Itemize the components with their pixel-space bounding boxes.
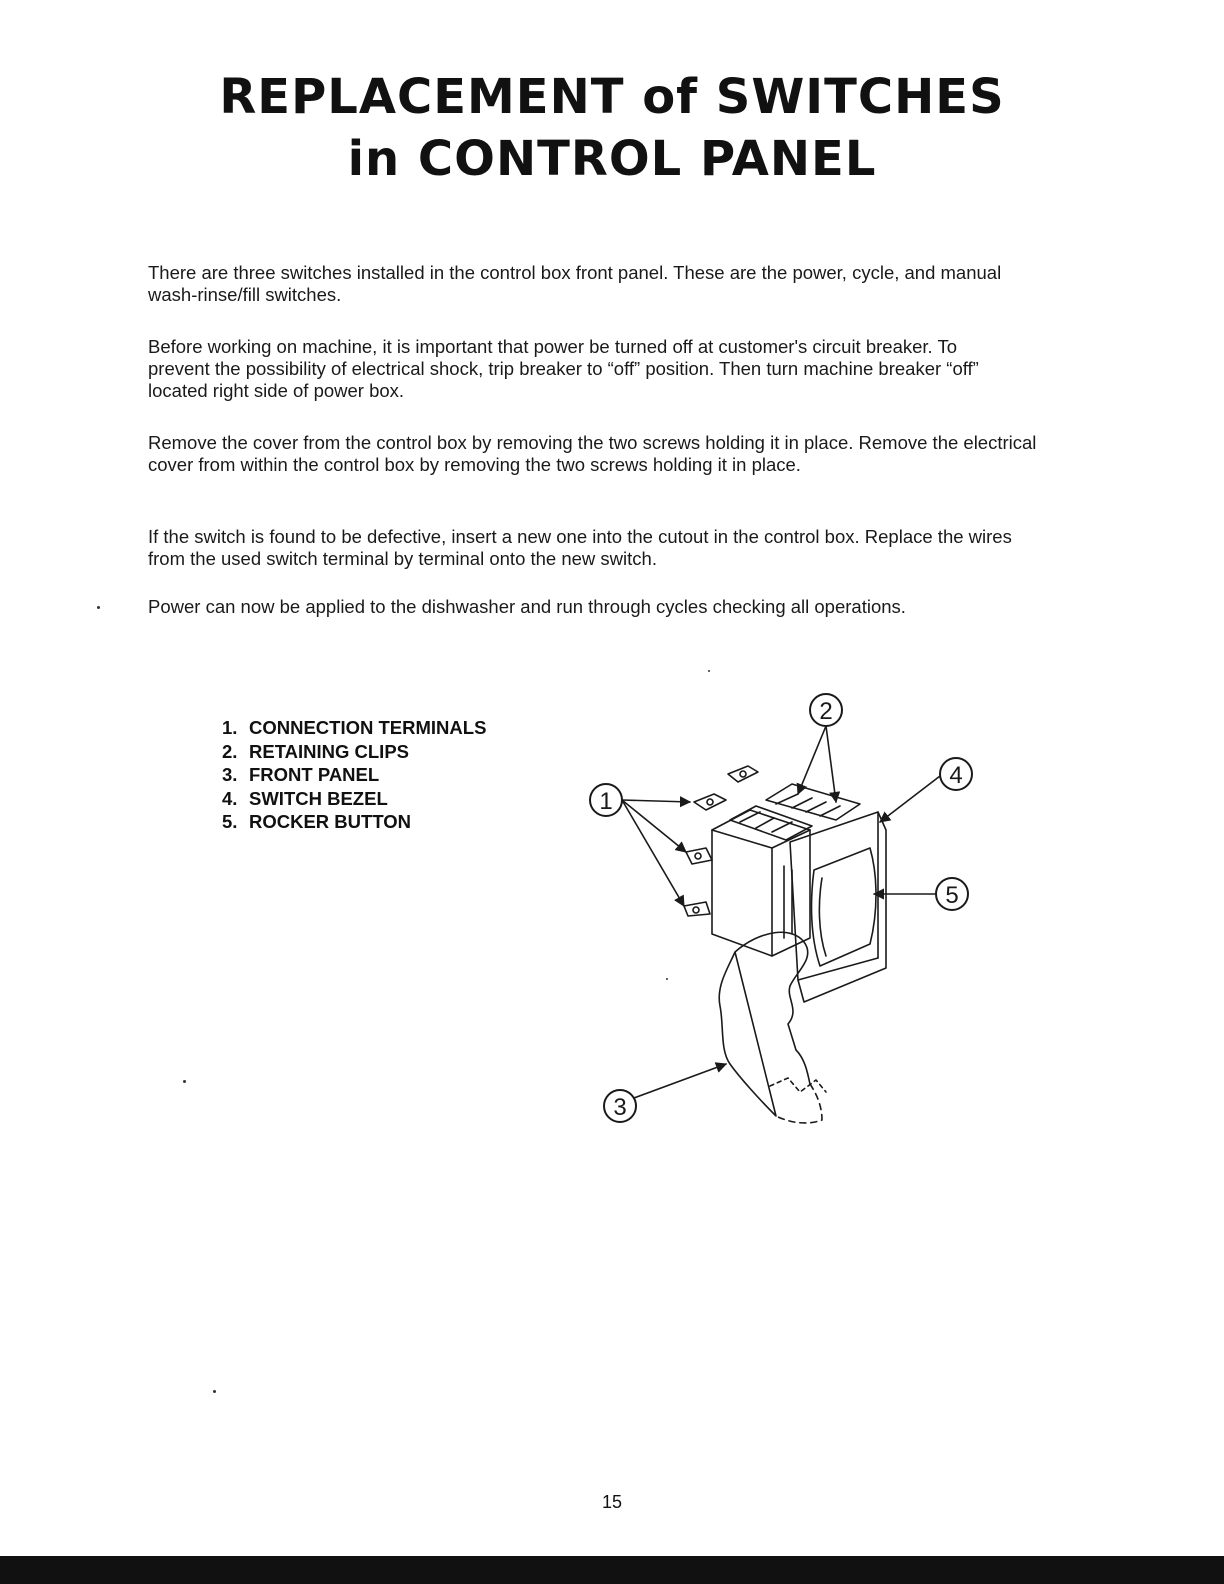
parts-legend [222, 716, 542, 834]
callout-2-arrow [826, 726, 836, 802]
scan-speck [666, 978, 668, 980]
page-number: 15 [601, 1492, 623, 1512]
callout-3-number: 3 [613, 1094, 627, 1121]
switch-bezel [790, 812, 886, 1002]
legend-number: 4. [222, 787, 238, 809]
front-panel-break [770, 1078, 826, 1092]
paragraph-defective-switch: If the switch is found to be defective, insert a new one into the cutout in the control box. Replace the wires from the used switch terminal by terminal onto the new switch. [148, 526, 1012, 569]
connection-terminal [684, 902, 710, 916]
callout-1-arrow [622, 800, 686, 852]
legend-label: SWITCH BEZEL [249, 787, 388, 809]
legend-label: FRONT PANEL [249, 764, 380, 785]
switch-body-top [712, 830, 810, 848]
title-line-2: in CONTROL PANEL [347, 131, 877, 187]
callout-1-number: 1 [599, 788, 613, 815]
switch-diagram [560, 680, 1020, 1140]
legend-number: 3. [222, 764, 238, 785]
callout-2-arrow [798, 726, 826, 794]
callout-4 [940, 758, 972, 790]
title-line-1: REPLACEMENT of SWITCHES [219, 69, 1005, 125]
paragraph-power-off: Before working on machine, it is important that power be turned off at customer's circuit breaker. To prevent the possibility of electrical shock, trip breaker to “off” position. Then turn machine breaker “off” located right side of power box. [148, 336, 979, 401]
paragraph-remove-cover: Remove the cover from the control box by removing the two screws holding it in place. Remove the electrical cover from within the control box by removing the two screws holding it in place. [148, 432, 1037, 475]
legend-label: CONNECTION TERMINALS [249, 717, 487, 738]
callout-3-arrow [634, 1064, 726, 1098]
legend-item [222, 810, 542, 834]
paragraph-switches-intro: There are three switches installed in the control box front panel. These are the power, cycle, and manual wash-rinse/fill switches. [148, 262, 1002, 305]
callout-2 [810, 694, 842, 726]
legend-number: 5. [222, 811, 238, 832]
connection-terminal [728, 766, 758, 782]
scan-speck [708, 670, 710, 672]
paragraph-power-applied: Power can now be applied to the dishwasher and run through cycles checking all operations. [148, 596, 906, 617]
legend-item [222, 716, 542, 740]
scan-speck [213, 1390, 216, 1393]
connection-terminal [686, 848, 712, 864]
legend-label: RETAINING CLIPS [249, 740, 409, 762]
rocker-button [812, 848, 876, 966]
legend-item [222, 740, 542, 764]
callout-5-number: 5 [945, 882, 959, 909]
legend-item [222, 763, 542, 787]
scan-speck [97, 606, 100, 609]
callout-5 [936, 878, 968, 910]
callout-3 [604, 1090, 636, 1122]
legend-label: ROCKER BUTTON [249, 811, 412, 832]
callout-4-number: 4 [949, 762, 963, 789]
page-title [0, 66, 1224, 190]
legend-number: 2. [222, 740, 238, 762]
callout-1-arrow [622, 800, 684, 906]
callout-1-arrow [622, 800, 690, 802]
callout-1 [590, 784, 622, 816]
callout-2-number: 2 [819, 698, 833, 725]
callout-4-arrow [880, 776, 940, 822]
scan-speck [183, 1080, 186, 1083]
legend-item [222, 787, 542, 811]
legend-number: 1. [222, 717, 238, 738]
scan-bottom-edge [0, 1556, 1224, 1584]
connection-terminal [694, 794, 726, 810]
